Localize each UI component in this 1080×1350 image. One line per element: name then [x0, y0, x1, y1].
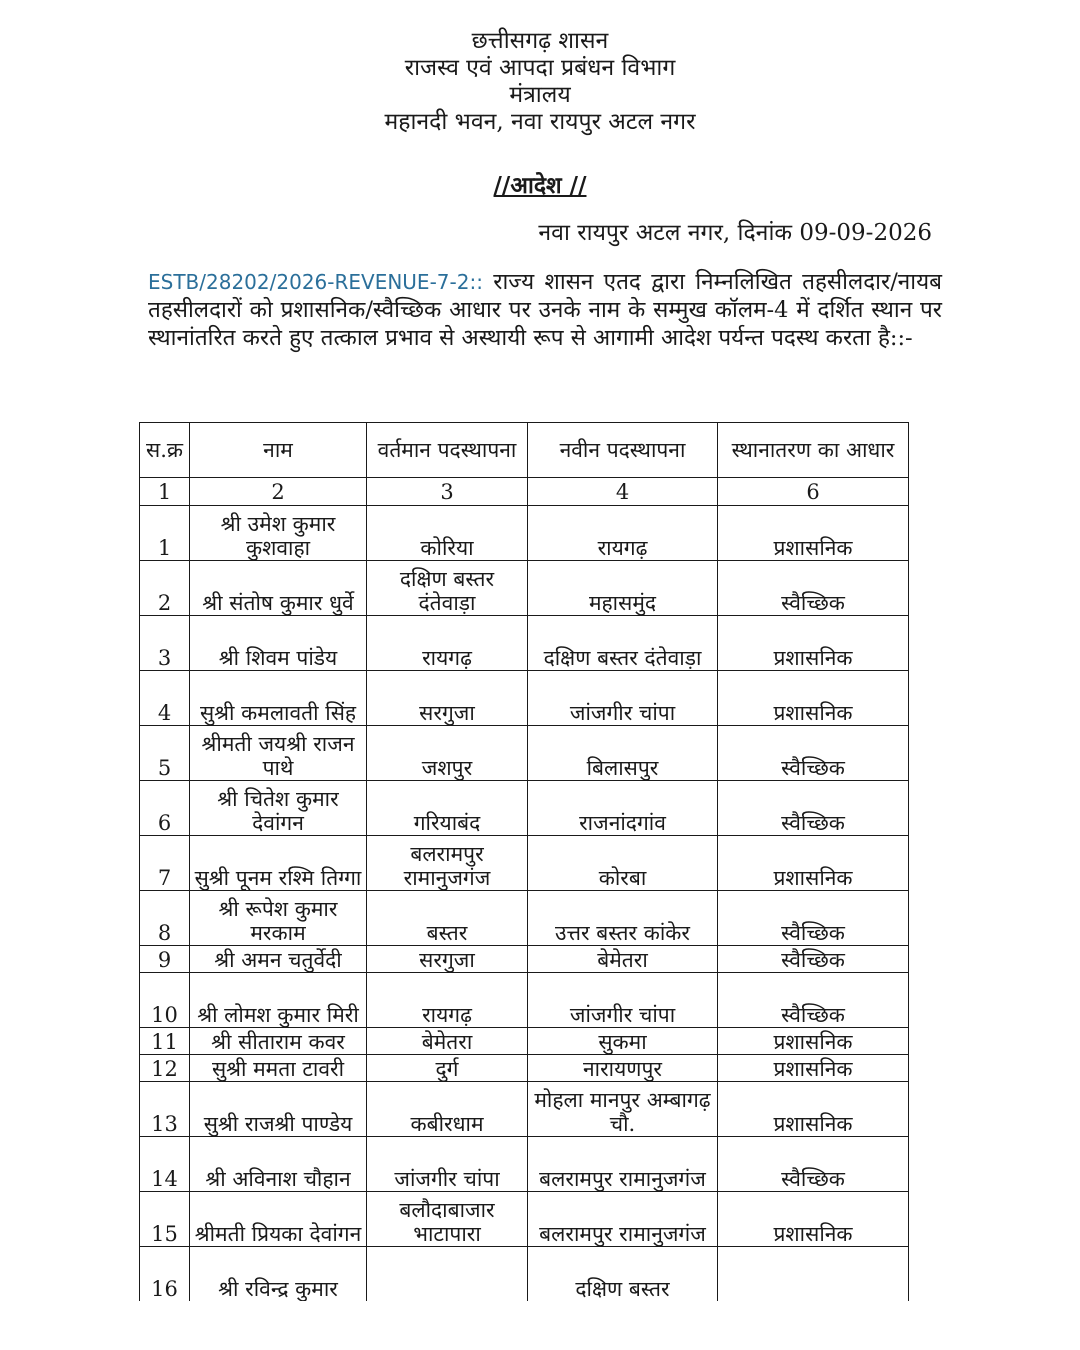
- transfer-basis-cell: प्रशासनिक: [718, 616, 909, 671]
- name-cell: श्री रविन्द्र कुमार: [190, 1247, 367, 1302]
- table-row: [140, 836, 909, 891]
- serial-number-cell: 5: [140, 726, 190, 781]
- column-number: 6: [718, 478, 909, 506]
- new-posting-cell: जांजगीर चांपा: [528, 973, 718, 1028]
- table-row: [140, 726, 909, 781]
- table-row: [140, 1192, 909, 1247]
- serial-number-cell: 7: [140, 836, 190, 891]
- table-row: [140, 1028, 909, 1055]
- name-cell: श्रीमती प्रियका देवांगन: [190, 1192, 367, 1247]
- table-row: [140, 973, 909, 1028]
- new-posting-cell: बेमेतरा: [528, 946, 718, 973]
- name-cell: श्री चितेश कुमार देवांगन: [190, 781, 367, 836]
- serial-number-cell: 12: [140, 1055, 190, 1082]
- transfer-basis-cell: स्वैच्छिक: [718, 973, 909, 1028]
- name-cell: श्री अमन चतुर्वेदी: [190, 946, 367, 973]
- transfer-basis-cell: प्रशासनिक: [718, 1028, 909, 1055]
- table-row: [140, 1055, 909, 1082]
- column-number-row: [140, 478, 909, 506]
- transfer-basis-cell: स्वैच्छिक: [718, 561, 909, 616]
- current-posting-cell: बस्तर: [367, 891, 528, 946]
- serial-number-cell: 14: [140, 1137, 190, 1192]
- table-row: [140, 506, 909, 561]
- current-posting-cell: जशपुर: [367, 726, 528, 781]
- serial-number-cell: 4: [140, 671, 190, 726]
- name-cell: श्री अविनाश चौहान: [190, 1137, 367, 1192]
- order-body-text: राज्य शासन एतद द्वारा निम्नलिखित तहसीलदार/नायब तहसीलदारों को प्रशासनिक/स्वैच्छिक आधार पर उनके नाम के सम्मुख कॉलम-4 में दर्शित स्थान पर स्थानांतरित करते हुए तत्काल प्रभाव से अस्थायी रूप से आगामी आदेश पर्यन्त पदस्थ करता है::-: [148, 269, 942, 351]
- transfer-basis-cell: प्रशासनिक: [718, 836, 909, 891]
- table-row: [140, 946, 909, 973]
- transfer-basis-cell: स्वैच्छिक: [718, 946, 909, 973]
- new-posting-cell: उत्तर बस्तर कांकेर: [528, 891, 718, 946]
- name-cell: सुश्री कमलावती सिंह: [190, 671, 367, 726]
- letterhead: [0, 28, 1080, 136]
- current-posting-cell: गरियाबंद: [367, 781, 528, 836]
- name-cell: श्री सीताराम कवर: [190, 1028, 367, 1055]
- table-row: [140, 781, 909, 836]
- serial-number-cell: 15: [140, 1192, 190, 1247]
- header-current-posting: वर्तमान पदस्थापना: [367, 423, 528, 478]
- new-posting-cell: बलरामपुर रामानुजगंज: [528, 1192, 718, 1247]
- transfer-basis-cell: स्वैच्छिक: [718, 891, 909, 946]
- name-cell: श्री शिवम पांडेय: [190, 616, 367, 671]
- serial-number-cell: 9: [140, 946, 190, 973]
- transfer-table: [139, 422, 909, 1301]
- transfer-basis-cell: स्वैच्छिक: [718, 781, 909, 836]
- name-cell: श्री रूपेश कुमार मरकाम: [190, 891, 367, 946]
- current-posting-cell: रायगढ़: [367, 973, 528, 1028]
- office-address: महानदी भवन, नवा रायपुर अटल नगर: [384, 109, 696, 135]
- name-cell: सुश्री ममता टावरी: [190, 1055, 367, 1082]
- current-posting-cell: जांजगीर चांपा: [367, 1137, 528, 1192]
- serial-number-cell: 2: [140, 561, 190, 616]
- new-posting-cell: बिलासपुर: [528, 726, 718, 781]
- new-posting-cell: राजनांदगांव: [528, 781, 718, 836]
- table-row: [140, 1137, 909, 1192]
- new-posting-cell: रायगढ़: [528, 506, 718, 561]
- serial-number-cell: 16: [140, 1247, 190, 1302]
- transfer-basis-cell: प्रशासनिक: [718, 1082, 909, 1137]
- current-posting-cell: दुर्ग: [367, 1055, 528, 1082]
- serial-number-cell: 3: [140, 616, 190, 671]
- current-posting-cell: दक्षिण बस्तर दंतेवाड़ा: [367, 561, 528, 616]
- serial-number-cell: 1: [140, 506, 190, 561]
- current-posting-cell: बेमेतरा: [367, 1028, 528, 1055]
- current-posting-cell: [367, 1247, 528, 1302]
- header-name: नाम: [190, 423, 367, 478]
- current-posting-cell: बलौदाबाजार भाटापारा: [367, 1192, 528, 1247]
- new-posting-cell: बलरामपुर रामानुजगंज: [528, 1137, 718, 1192]
- transfer-basis-cell: स्वैच्छिक: [718, 1137, 909, 1192]
- order-paragraph: [148, 268, 942, 352]
- current-posting-cell: सरगुजा: [367, 671, 528, 726]
- department-name: राजस्व एवं आपदा प्रबंधन विभाग: [404, 55, 676, 81]
- new-posting-cell: महासमुंद: [528, 561, 718, 616]
- date-line: नवा रायपुर अटल नगर, दिनांक 09-09-2026: [538, 220, 932, 246]
- column-number: 1: [140, 478, 190, 506]
- table-header-row: [140, 423, 909, 478]
- column-number: 3: [367, 478, 528, 506]
- transfer-basis-cell: प्रशासनिक: [718, 671, 909, 726]
- serial-number-cell: 13: [140, 1082, 190, 1137]
- table-row: [140, 1247, 909, 1302]
- transfer-basis-cell: [718, 1247, 909, 1302]
- header-new-posting: नवीन पदस्थापना: [528, 423, 718, 478]
- header-serial: स.क्र: [140, 423, 190, 478]
- new-posting-cell: मोहला मानपुर अम्बागढ़ चौ.: [528, 1082, 718, 1137]
- serial-number-cell: 6: [140, 781, 190, 836]
- name-cell: श्रीमती जयश्री राजन पाथे: [190, 726, 367, 781]
- new-posting-cell: कोरबा: [528, 836, 718, 891]
- table-row: [140, 1082, 909, 1137]
- transfer-basis-cell: प्रशासनिक: [718, 1055, 909, 1082]
- transfer-basis-cell: प्रशासनिक: [718, 1192, 909, 1247]
- new-posting-cell: दक्षिण बस्तर: [528, 1247, 718, 1302]
- serial-number-cell: 11: [140, 1028, 190, 1055]
- reference-number: ESTB/28202/2026-REVENUE-7-2::: [148, 270, 483, 294]
- name-cell: श्री संतोष कुमार धुर्वे: [190, 561, 367, 616]
- column-number: 4: [528, 478, 718, 506]
- table-row: [140, 891, 909, 946]
- serial-number-cell: 8: [140, 891, 190, 946]
- header-transfer-basis: स्थानातरण का आधार: [718, 423, 909, 478]
- table-row: [140, 671, 909, 726]
- order-title: //आदेश //: [493, 172, 587, 199]
- current-posting-cell: रायगढ़: [367, 616, 528, 671]
- transfer-basis-cell: स्वैच्छिक: [718, 726, 909, 781]
- new-posting-cell: सुकमा: [528, 1028, 718, 1055]
- current-posting-cell: बलरामपुर रामानुजगंज: [367, 836, 528, 891]
- new-posting-cell: दक्षिण बस्तर दंतेवाड़ा: [528, 616, 718, 671]
- new-posting-cell: नारायणपुर: [528, 1055, 718, 1082]
- new-posting-cell: जांजगीर चांपा: [528, 671, 718, 726]
- table-row: [140, 561, 909, 616]
- current-posting-cell: कबीरधाम: [367, 1082, 528, 1137]
- current-posting-cell: सरगुजा: [367, 946, 528, 973]
- government-name: छत्तीसगढ़ शासन: [471, 28, 609, 54]
- column-number: 2: [190, 478, 367, 506]
- name-cell: सुश्री पूनम रश्मि तिग्गा: [190, 836, 367, 891]
- transfer-basis-cell: प्रशासनिक: [718, 506, 909, 561]
- table-row: [140, 616, 909, 671]
- serial-number-cell: 10: [140, 973, 190, 1028]
- current-posting-cell: कोरिया: [367, 506, 528, 561]
- ministry-label: मंत्रालय: [509, 82, 571, 108]
- name-cell: श्री लोमश कुमार मिरी: [190, 973, 367, 1028]
- name-cell: सुश्री राजश्री पाण्डेय: [190, 1082, 367, 1137]
- name-cell: श्री उमेश कुमार कुशवाहा: [190, 506, 367, 561]
